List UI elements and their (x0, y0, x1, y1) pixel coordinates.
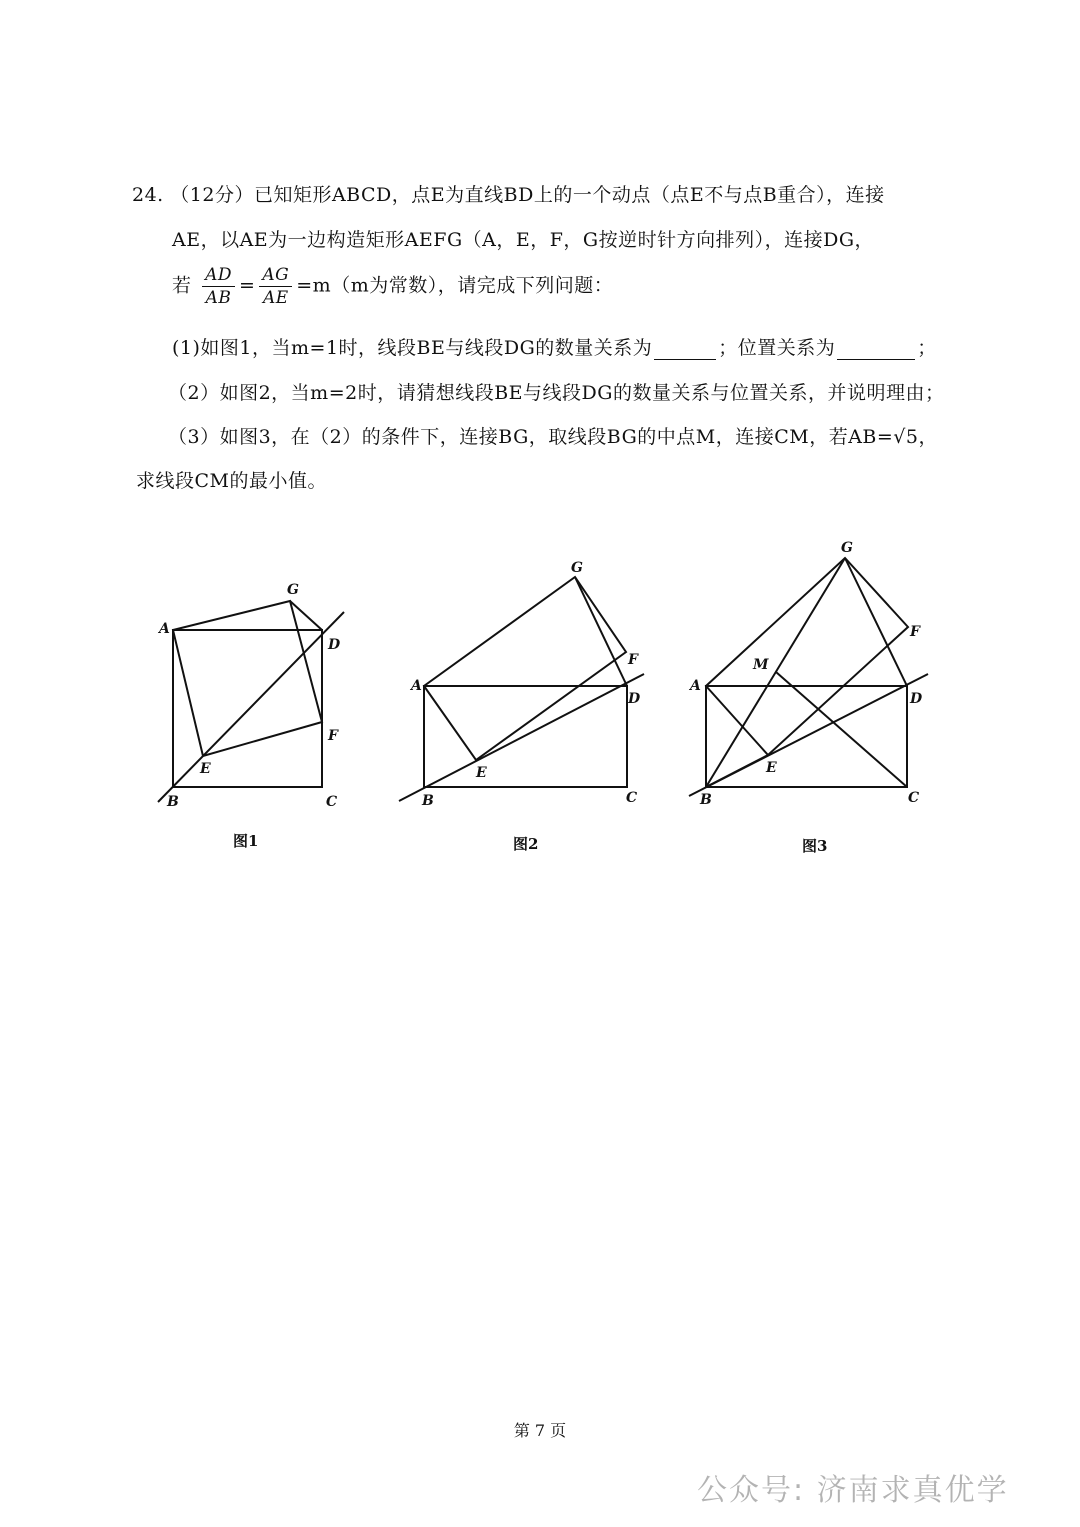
fig1-label-f: F (328, 728, 338, 744)
fig3-label-d: D (910, 691, 923, 707)
fraction-ag-ae (259, 264, 292, 309)
problem-line-1 (132, 180, 885, 207)
question-2 (168, 378, 944, 405)
fig3-label-e: E (766, 760, 777, 776)
condition-prefix: 若 (172, 274, 192, 297)
question-3-text-2: 求线段CM的最小值。 (136, 470, 327, 492)
problem-line-2 (172, 225, 874, 252)
fraction-ad-ab (202, 264, 235, 309)
fig3-label-m: M (753, 657, 769, 673)
fig3-label-f: F (910, 624, 920, 640)
condition-suffix: =m（m为常数），请完成下列问题： (296, 274, 614, 297)
question-2-text: （2）如图2，当m=2时，请猜想线段BE与线段DG的数量关系与位置关系，并说明理由； (168, 382, 945, 404)
problem-stem-1: 已知矩形ABCD，点E为直线BD上的一个动点（点E不与点B重合），连接 (253, 184, 885, 206)
fig3-rectangle-aefg (706, 558, 908, 755)
fig1-label-b: B (167, 794, 179, 810)
figure-2-caption: 图2 (513, 835, 539, 853)
fig1-label-a: A (159, 621, 170, 637)
fraction-2-numerator: AG (259, 264, 292, 287)
figure-3-caption: 图3 (802, 837, 828, 855)
fig2-label-e: E (476, 765, 487, 781)
fig2-label-g: G (571, 560, 583, 576)
figure-3-diagram (680, 535, 940, 810)
fig3-label-g: G (841, 540, 853, 556)
fig2-label-b: B (422, 793, 434, 809)
fig2-label-a: A (411, 678, 422, 694)
question-1-end: ； (917, 337, 937, 359)
figure-1-caption: 图1 (233, 832, 259, 850)
fig2-line-bd (399, 674, 644, 801)
fig1-label-g: G (287, 582, 299, 598)
fig1-line-bd (158, 612, 344, 802)
fig3-segment-dg (845, 558, 907, 686)
fraction-1-denominator: AB (205, 288, 232, 308)
fraction-1-numerator: AD (202, 264, 235, 287)
question-1-mid: ；位置关系为 (718, 337, 836, 359)
question-3-continued (136, 466, 327, 493)
fraction-2-denominator: AE (262, 288, 289, 308)
answer-blank-position (837, 341, 915, 360)
fig2-rectangle-aefg (424, 577, 626, 760)
fig3-label-b: B (700, 792, 712, 808)
figure-2-diagram (395, 555, 650, 810)
fig3-label-c: C (908, 790, 920, 806)
fig2-label-f: F (628, 652, 638, 668)
problem-score: （12分） (170, 184, 254, 206)
figure-1-diagram (150, 575, 360, 815)
question-3 (168, 422, 938, 449)
watermark-text: 公众号: 济南求真优学 (697, 1473, 1009, 1508)
fig3-label-a: A (690, 678, 701, 694)
problem-number: 24. (132, 184, 164, 206)
problem-stem-2: AE，以AE为一边构造矩形AEFG（A，E，F，G按逆时针方向排列），连接DG， (172, 229, 874, 251)
fig2-label-c: C (626, 790, 638, 806)
question-1-text: (1)如图1，当m=1时，线段BE与线段DG的数量关系为 (172, 337, 653, 359)
equals-sign: = (238, 274, 256, 297)
fig1-label-c: C (326, 794, 338, 810)
answer-blank-quantity (654, 341, 716, 360)
question-3-text: （3）如图3，在（2）的条件下，连接BG，取线段BG的中点M，连接CM，若AB=√5， (168, 426, 938, 448)
problem-condition (172, 264, 613, 309)
fig1-label-d: D (328, 637, 341, 653)
page-number: 第 7 页 (513, 1421, 567, 1440)
fig1-label-e: E (200, 761, 211, 777)
fig2-label-d: D (628, 691, 641, 707)
question-1 (172, 333, 937, 360)
fig1-rectangle-aefg (173, 601, 322, 756)
